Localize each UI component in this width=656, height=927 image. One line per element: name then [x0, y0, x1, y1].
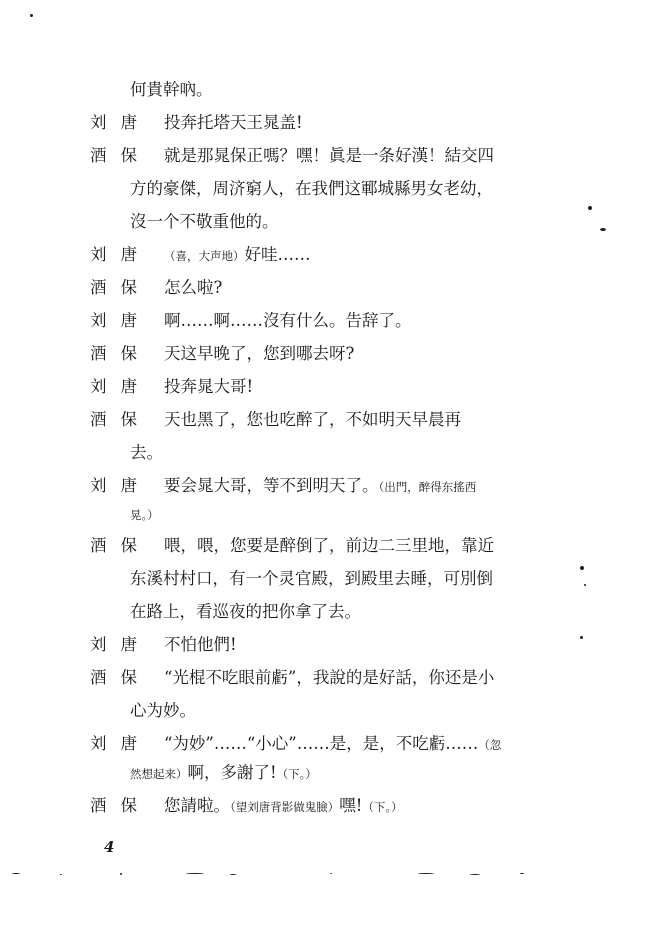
scan-speck: [580, 566, 584, 570]
dialogue-text: “光棍不吃眼前虧”，我說的是好話，你还是小: [164, 668, 495, 687]
dialogue-text-group: [164, 476, 476, 497]
stage-direction: （下。）: [362, 800, 403, 814]
dialogue-text-group: [164, 796, 403, 817]
stage-direction: 晃。）: [130, 508, 159, 522]
speaker-name: 刘唐: [90, 734, 151, 753]
dialogue-text: “为妙”……“小心”……是，是，不吃虧……: [164, 734, 479, 753]
dialogue-text: 投奔托塔天王晁盖!: [164, 113, 303, 132]
stage-direction: （望刘唐背影做鬼臉）: [230, 800, 340, 814]
dialogue-text: 天这早晚了，您到哪去呀?: [164, 344, 355, 363]
dialogue-text: 方的豪傑，周济窮人，在我們这鄆城縣男女老幼，: [130, 179, 493, 198]
dialogue-text: 嘿!: [339, 796, 363, 815]
dialogue-text: 去。: [130, 443, 163, 462]
dialogue-text: 沒一个不敬重他的。: [130, 212, 279, 231]
dialogue-text: 天也黑了，您也吃醉了，不如明天早晨再: [164, 410, 461, 429]
dialogue-text: 不怕他們!: [164, 635, 237, 654]
dialogue-text: 啊，多謝了!: [187, 763, 277, 782]
speaker-name: 酒保: [90, 536, 151, 555]
dialogue-text: 投奔晁大哥!: [164, 377, 254, 396]
scan-speck: [580, 636, 583, 639]
dialogue-text: 喂，喂，您要是醉倒了，前边二三里地，靠近: [164, 536, 494, 555]
speaker-name: 刘唐: [90, 635, 151, 654]
speaker-name: 刘唐: [90, 113, 151, 132]
dialogue-text-group: [164, 734, 501, 755]
speaker-name: 刘唐: [90, 245, 151, 264]
speaker-name: 酒保: [90, 146, 151, 165]
dialogue-text: 心为妙。: [130, 701, 196, 720]
stage-direction: 然想起来）: [130, 767, 188, 781]
page-number: 4: [104, 838, 115, 856]
speaker-name: 刘唐: [90, 377, 151, 396]
scan-noise-row: [0, 870, 656, 880]
speaker-name: 酒保: [90, 796, 151, 815]
scan-speck: [600, 228, 606, 231]
dialogue-text: 要会晁大哥，等不到明天了。: [164, 476, 379, 495]
dialogue-text: 就是那晁保正嗎？嘿！眞是一条好漢！結交四: [164, 146, 494, 165]
dialogue-text: 怎么啦?: [164, 278, 223, 297]
dialogue-text: 在路上，看巡夜的把你拿了去。: [130, 602, 361, 621]
speaker-name: 酒保: [90, 278, 151, 297]
stage-direction: （下。）: [276, 767, 317, 781]
dialogue-text: 您請啦。: [164, 796, 230, 815]
speaker-name: 刘唐: [90, 476, 151, 495]
dialogue-text-group: [130, 763, 317, 784]
speaker-name: 刘唐: [90, 311, 151, 330]
stage-direction: （喜，大声地）: [164, 249, 245, 263]
dialogue-text-group: [164, 245, 311, 266]
scan-speck: [584, 584, 586, 586]
stage-direction: （出門，醉得东搖西: [378, 480, 477, 494]
dialogue-text: 好哇……: [244, 245, 311, 264]
scan-speck: [30, 14, 33, 17]
speaker-name: 酒保: [90, 410, 151, 429]
scan-speck: [588, 206, 592, 210]
dialogue-text: 啊……啊……沒有什么。告辞了。: [164, 311, 412, 330]
speaker-name: 酒保: [90, 344, 151, 363]
dialogue-text: 何貴幹吶。: [130, 80, 213, 99]
dialogue-text: 东溪村村口，有一个灵官殿，到殿里去睡，可別倒: [130, 569, 493, 588]
speaker-name: 酒保: [90, 668, 151, 687]
stage-direction: （忽: [478, 738, 502, 752]
